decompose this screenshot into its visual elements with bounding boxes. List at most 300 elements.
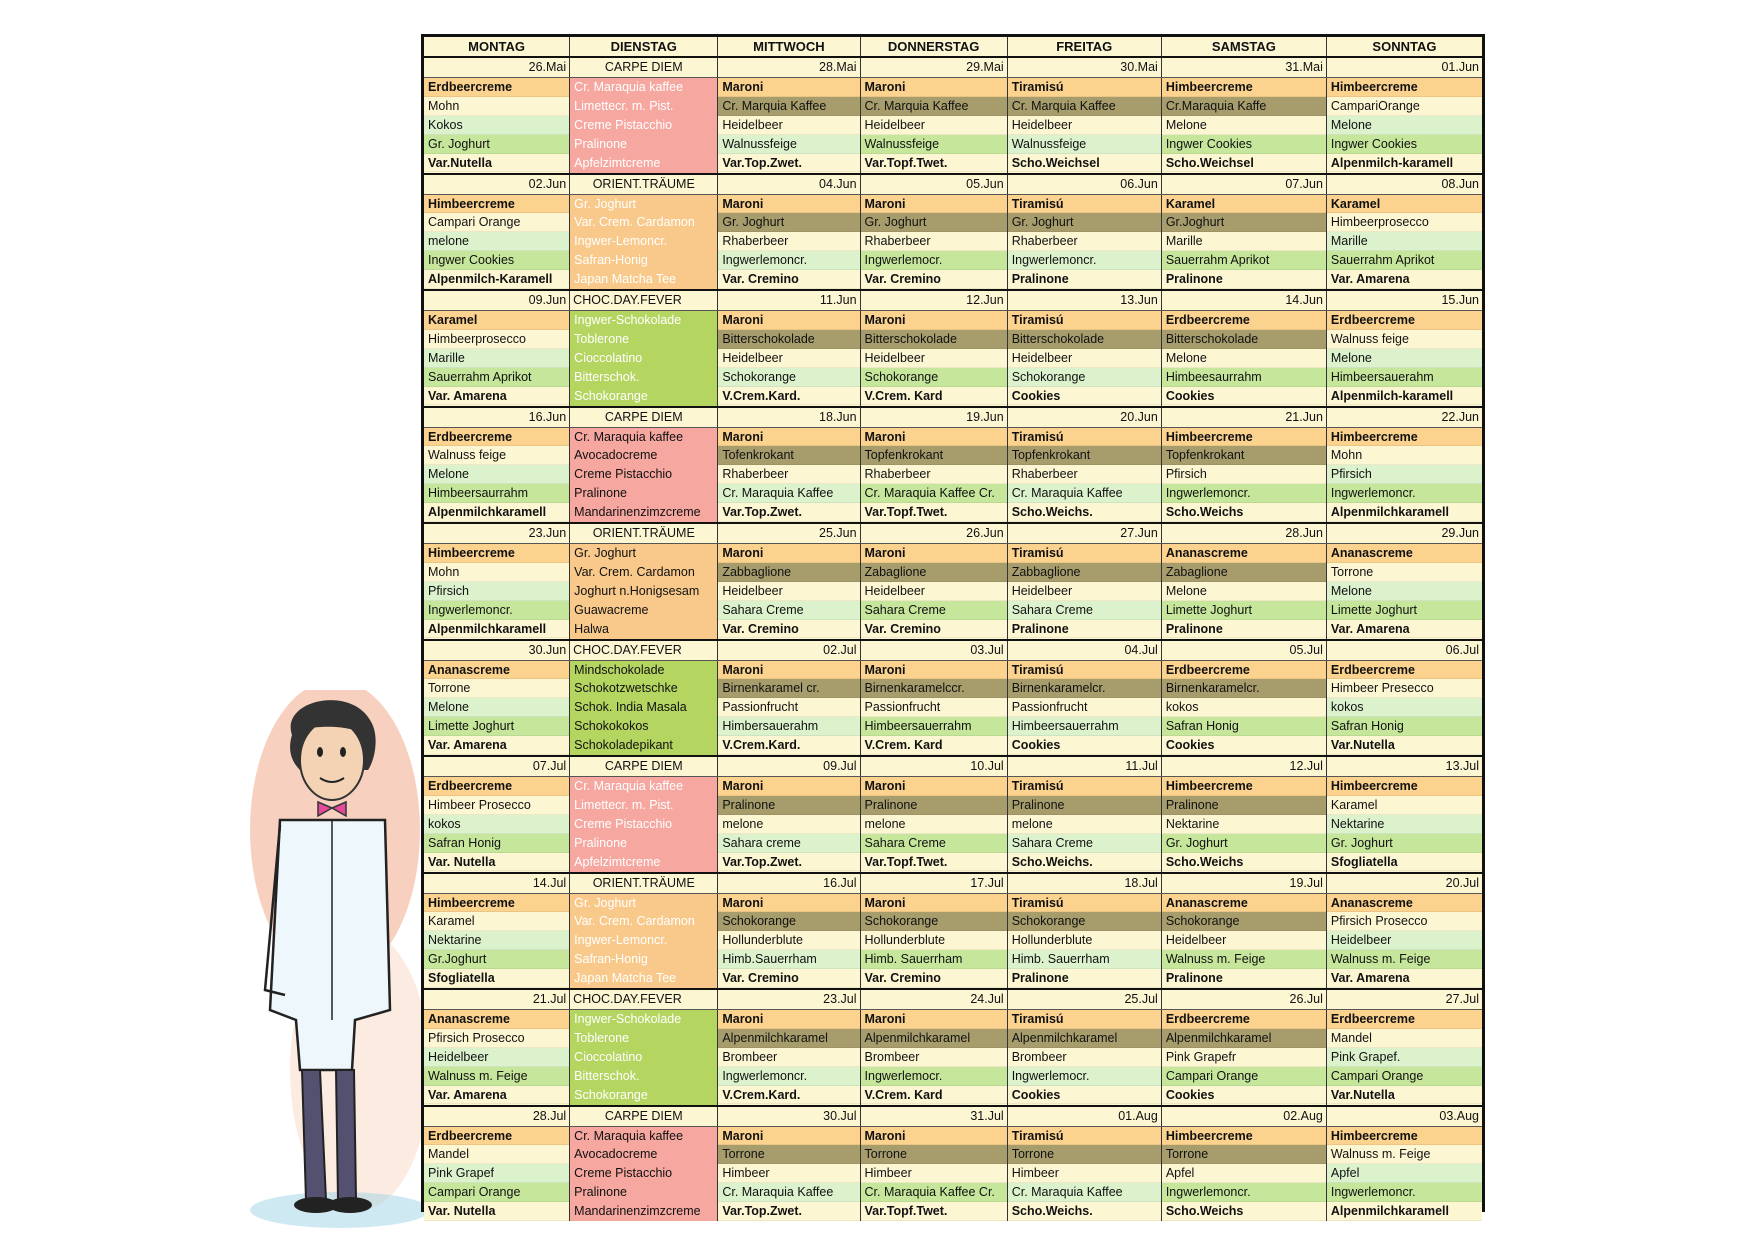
flavor-item: Maroni (718, 195, 859, 214)
flavor-item: Toblerone (574, 1030, 630, 1045)
flavor-item: Zabaglione (861, 563, 1007, 582)
flavor-column (861, 1010, 1008, 1105)
flavor-item: Himbeercreme (1162, 78, 1326, 97)
flavor-item: Himbeercreme (1327, 1127, 1482, 1146)
flavor-item: Scho.Weichs (1162, 503, 1326, 522)
date-label: 16.Jun (424, 408, 570, 427)
flavor-item: Torrone (861, 1145, 1007, 1164)
date-label: 17.Jul (861, 874, 1008, 893)
flavor-item: Alpenmilchkaramell (1327, 503, 1482, 522)
flavor-item: Cr. Maraquia Kaffee (1008, 484, 1161, 503)
date-label: 24.Jul (861, 990, 1008, 1009)
flavor-column (1327, 1127, 1482, 1222)
flavor-column (424, 311, 570, 406)
flavor-column (570, 894, 718, 989)
flavor-item: Safran Honig (1162, 717, 1326, 736)
flavor-item: Ingwerlemoncr. (1008, 251, 1161, 270)
flavor-item: Ingwer Cookies (1162, 135, 1326, 154)
flavor-item: Creme Pistacchio (574, 816, 673, 831)
week-block (424, 58, 1482, 175)
flavor-column (570, 661, 718, 756)
flavor-item: Sauerrahm Aprikot (1327, 251, 1482, 270)
flavor-item: V.Crem.Kard. (718, 1086, 859, 1105)
flavor-item: Brombeer (1008, 1048, 1161, 1067)
date-label: 09.Jun (424, 291, 570, 310)
flavor-item: Ingwer-Lemoncr. (574, 933, 668, 948)
flavor-item: Var.Topf.Twet. (861, 503, 1007, 522)
week-block (424, 1107, 1482, 1224)
flavor-item: Bitterschokolade (861, 330, 1007, 349)
flavor-item: Maroni (718, 544, 859, 563)
flavor-row (424, 661, 1482, 756)
flavor-column (1162, 311, 1327, 406)
flavor-item: Ananascreme (1327, 544, 1482, 563)
flavor-column (1327, 544, 1482, 639)
date-label: 14.Jun (1162, 291, 1327, 310)
flavor-column (1327, 661, 1482, 756)
flavor-item: Var.Top.Zwet. (718, 853, 859, 872)
flavor-item: Karamel (424, 311, 569, 330)
flavor-item: Avocadocreme (574, 448, 658, 463)
flavor-item: Avocadocreme (574, 1147, 658, 1162)
flavor-item: Var. Amarena (424, 736, 569, 755)
flavor-item: Limette Joghurt (424, 717, 569, 736)
weekday-sonntag: SONNTAG (1327, 37, 1482, 56)
flavor-item: Erdbeercreme (424, 428, 569, 447)
flavor-column (1008, 661, 1162, 756)
flavor-item: Sauerrahm Aprikot (1162, 251, 1326, 270)
flavor-item: Alpenmilchkaramel (1008, 1029, 1161, 1048)
flavor-item: Var.Nutella (1327, 1086, 1482, 1105)
flavor-column (718, 1127, 860, 1222)
date-label: 29.Jun (1327, 524, 1482, 543)
flavor-item: Ingwer-Schokolade (574, 1012, 682, 1026)
date-label: 12.Jun (861, 291, 1008, 310)
flavor-item: Pralinone (1008, 270, 1161, 289)
flavor-item: Topfenkrokant (1162, 446, 1326, 465)
flavor-item: Torrone (1327, 563, 1482, 582)
date-row (424, 1107, 1482, 1127)
flavor-item: Marille (1162, 232, 1326, 251)
flavor-item: Heidelbeer (718, 116, 859, 135)
date-label: 10.Jul (861, 757, 1008, 776)
weekday-donnerstag: DONNERSTAG (861, 37, 1008, 56)
flavor-item: Tiramisú (1008, 661, 1161, 680)
flavor-item: Gr. Joghurt (574, 196, 637, 211)
date-label: 13.Jul (1327, 757, 1482, 776)
flavor-item: Karamel (424, 912, 569, 931)
flavor-item: Maroni (861, 894, 1007, 913)
flavor-item: Guawacreme (574, 602, 649, 617)
flavor-item: melone (1008, 815, 1161, 834)
flavor-item: Ingwerlemoncr. (1327, 484, 1482, 503)
flavor-item: Limettecr. m. Pist. (574, 797, 674, 812)
date-label: 27.Jun (1008, 524, 1162, 543)
flavor-item: Rhaberbeer (861, 465, 1007, 484)
flavor-item: Himbeersauerrahm (1008, 717, 1161, 736)
date-label: 05.Jul (1162, 641, 1327, 660)
flavor-item: Pralinone (1008, 620, 1161, 639)
flavor-item: Var. Amarena (1327, 620, 1482, 639)
flavor-item: Creme Pistacchio (574, 467, 673, 482)
flavor-item: Cookies (1162, 736, 1326, 755)
date-label: 05.Jun (861, 175, 1008, 194)
flavor-item: Himb.Sauerrham (718, 950, 859, 969)
date-label: 22.Jun (1327, 408, 1482, 427)
flavor-column (424, 428, 570, 523)
flavor-item: Schokorange (574, 388, 648, 403)
flavor-item: Himbeersauerahm (1327, 368, 1482, 387)
flavor-item: Nektarine (1327, 815, 1482, 834)
flavor-item: Heidelbeer (861, 349, 1007, 368)
flavor-row (424, 428, 1482, 523)
flavor-item: Sahara Creme (718, 601, 859, 620)
date-label: 19.Jul (1162, 874, 1327, 893)
flavor-item: Himbeercreme (1327, 428, 1482, 447)
flavor-item: Walnuss feige (1327, 330, 1482, 349)
flavor-item: Rhaberbeer (1008, 465, 1161, 484)
flavor-item: Safran-Honig (574, 253, 648, 268)
weekday-freitag: FREITAG (1008, 37, 1162, 56)
flavor-item: melone (718, 815, 859, 834)
flavor-column (424, 894, 570, 989)
flavor-item: Himbeesaurrahm (1162, 368, 1326, 387)
week-block (424, 641, 1482, 758)
flavor-item: Halwa (574, 621, 609, 636)
flavor-item: Himbeercreme (424, 195, 569, 214)
flavor-item: Limette Joghurt (1327, 601, 1482, 620)
flavor-item: Var.Top.Zwet. (718, 1202, 859, 1221)
flavor-item: Walnussfeige (861, 135, 1007, 154)
flavor-item: Ingwer Cookies (1327, 135, 1482, 154)
flavor-column (718, 428, 860, 523)
flavor-item: Safran-Honig (574, 952, 648, 967)
flavor-column (1327, 78, 1482, 173)
flavor-item: Var. Nutella (424, 1202, 569, 1221)
date-row (424, 291, 1482, 311)
flavor-item: Cookies (1008, 736, 1161, 755)
flavor-column (1008, 777, 1162, 872)
date-label: 27.Jul (1327, 990, 1482, 1009)
flavor-item: Heidelbeer (861, 582, 1007, 601)
flavor-item: Melone (1327, 582, 1482, 601)
date-label: 12.Jul (1162, 757, 1327, 776)
date-row (424, 524, 1482, 544)
flavor-column (424, 1127, 570, 1222)
flavor-item: Himbeer (861, 1164, 1007, 1183)
date-label: 13.Jun (1008, 291, 1162, 310)
flavor-item: Mandel (1327, 1029, 1482, 1048)
flavor-item: Cr.Maraquia Kaffe (1162, 97, 1326, 116)
flavor-item: Scho.Weichsel (1162, 154, 1326, 173)
flavor-item: Walnussfeige (718, 135, 859, 154)
flavor-item: Himbeercreme (424, 544, 569, 563)
flavor-item: Schokorange (1008, 912, 1161, 931)
week-block (424, 175, 1482, 292)
flavor-item: Himbeerprosecco (424, 330, 569, 349)
flavor-item: Pralinone (1162, 270, 1326, 289)
flavor-column (570, 428, 718, 523)
flavor-item: Walnuss m. Feige (1327, 1145, 1482, 1164)
flavor-item: Maroni (718, 661, 859, 680)
flavor-column (718, 195, 860, 290)
flavor-item: Mohn (424, 97, 569, 116)
flavor-item: Schokorange (718, 912, 859, 931)
flavor-item: Mohn (1327, 446, 1482, 465)
flavor-item: Himbeercreme (1327, 777, 1482, 796)
flavor-item: Hollunderblute (718, 931, 859, 950)
flavor-item: Tiramisú (1008, 428, 1161, 447)
flavor-item: Scho.Weichs. (1008, 503, 1161, 522)
flavor-item: Ingwerlemoncr. (718, 1067, 859, 1086)
flavor-item: Var. Cremino (861, 969, 1007, 988)
flavor-item: Pralinone (1162, 969, 1326, 988)
flavor-item: Pralinone (861, 796, 1007, 815)
flavor-item: Cioccolatino (574, 1049, 643, 1064)
flavor-item: Cookies (1162, 1086, 1326, 1105)
flavor-item: Pfirsich Prosecco (424, 1029, 569, 1048)
flavor-item: Mandel (424, 1145, 569, 1164)
date-label: 25.Jun (718, 524, 860, 543)
flavor-item: Pralinone (574, 486, 627, 501)
flavor-item: Heidelbeer (718, 349, 859, 368)
date-label: 01.Aug (1008, 1107, 1162, 1126)
flavor-item: Walnussfeige (1008, 135, 1161, 154)
flavor-item: Melone (1162, 116, 1326, 135)
flavor-item: Cr. Maraquia Kaffee Cr. (861, 1183, 1007, 1202)
date-label: 26.Jul (1162, 990, 1327, 1009)
flavor-item: Bitterschok. (574, 1068, 640, 1083)
flavor-item: Var. Cremino (861, 270, 1007, 289)
flavor-item: Nektarine (1162, 815, 1326, 834)
flavor-column (1162, 1127, 1327, 1222)
date-label: 04.Jun (718, 175, 860, 194)
flavor-item: Erdbeercreme (1327, 661, 1482, 680)
flavor-item: Maroni (861, 1127, 1007, 1146)
flavor-item: Alpenmilch-karamell (1327, 387, 1482, 406)
flavor-item: Ingwer-Schokolade (574, 313, 682, 327)
flavor-item: Var. Amarena (1327, 969, 1482, 988)
flavor-column (1162, 777, 1327, 872)
flavor-item: Rhaberbeer (718, 232, 859, 251)
flavor-item: Bitterschok. (574, 369, 640, 384)
flavor-item: Heidelbeer (1327, 931, 1482, 950)
flavor-item: Schokorange (1008, 368, 1161, 387)
flavor-item: Cr. Marquia Kaffee (861, 97, 1007, 116)
flavor-item: Birnenkaramelccr. (861, 679, 1007, 698)
flavor-column (1162, 544, 1327, 639)
flavor-item: Torrone (1008, 1145, 1161, 1164)
flavor-item: Rhaberbeer (1008, 232, 1161, 251)
flavor-item: Cookies (1008, 387, 1161, 406)
flavor-item: Maroni (861, 78, 1007, 97)
date-label: 03.Jul (861, 641, 1008, 660)
flavor-item: Erdbeercreme (1162, 311, 1326, 330)
flavor-item: Torrone (718, 1145, 859, 1164)
date-label: 01.Jun (1327, 58, 1482, 77)
flavor-column (718, 661, 860, 756)
flavor-item: Melone (1327, 349, 1482, 368)
flavor-item: Gr. Joghurt (861, 213, 1007, 232)
date-row (424, 408, 1482, 428)
flavor-item: Pfirsich (424, 582, 569, 601)
flavor-item: Alpenmilchkaramel (861, 1029, 1007, 1048)
flavor-column (1008, 544, 1162, 639)
flavor-item: Var.Topf.Twet. (861, 1202, 1007, 1221)
flavor-item: Schokoladepikant (574, 738, 673, 753)
flavor-item: Tiramisú (1008, 78, 1161, 97)
flavor-item: Heidelbeer (1008, 116, 1161, 135)
flavor-item: CampariOrange (1327, 97, 1482, 116)
flavor-item: Maroni (861, 195, 1007, 214)
flavor-item: Himbeersaurrahm (424, 484, 569, 503)
flavor-item: Campari Orange (1327, 1067, 1482, 1086)
ice-cream-calendar (421, 34, 1485, 1219)
date-row (424, 874, 1482, 894)
flavor-item: Erdbeercreme (1162, 661, 1326, 680)
flavor-column (1008, 311, 1162, 406)
flavor-item: Pfirsich (1327, 465, 1482, 484)
flavor-item: Walnuss m. Feige (1327, 950, 1482, 969)
flavor-item: Gr. Joghurt (1008, 213, 1161, 232)
flavor-item: Cr. Maraquia Kaffee Cr. (861, 484, 1007, 503)
flavor-item: Cookies (1008, 1086, 1161, 1105)
flavor-item: Kokos (424, 116, 569, 135)
flavor-item: Ingwerlemocr. (1008, 1067, 1161, 1086)
flavor-item: Scho.Weichsel (1008, 154, 1161, 173)
flavor-item: Himbeercreme (1327, 78, 1482, 97)
flavor-item: Brombeer (861, 1048, 1007, 1067)
flavor-item: Pralinone (574, 136, 627, 151)
flavor-item: Cr. Maraquia kaffee (574, 779, 684, 793)
flavor-item: Bitterschokolade (1162, 330, 1326, 349)
date-label: 26.Jun (861, 524, 1008, 543)
flavor-column (1327, 195, 1482, 290)
flavor-column (718, 311, 860, 406)
flavor-item: Birnenkaramel cr. (718, 679, 859, 698)
flavor-item: Safran Honig (1327, 717, 1482, 736)
flavor-column (861, 195, 1008, 290)
flavor-item: Bitterschokolade (1008, 330, 1161, 349)
flavor-column (861, 78, 1008, 173)
flavor-item: Pralinone (1162, 620, 1326, 639)
flavor-item: Ananascreme (424, 661, 569, 680)
flavor-item: Ananascreme (424, 1010, 569, 1029)
flavor-item: Cr. Maraquia Kaffee (718, 484, 859, 503)
flavor-item: Himbeer (718, 1164, 859, 1183)
date-row (424, 990, 1482, 1010)
flavor-item: Sahara Creme (1008, 601, 1161, 620)
flavor-item: Maroni (718, 1010, 859, 1029)
flavor-item: V.Crem. Kard (861, 387, 1007, 406)
date-label: 18.Jun (718, 408, 860, 427)
flavor-item: Pralinone (1008, 796, 1161, 815)
weekday-montag: MONTAG (424, 37, 570, 56)
flavor-item: Gr. Joghurt (718, 213, 859, 232)
flavor-column (570, 1127, 718, 1222)
weekday-header (424, 37, 1482, 58)
flavor-item: Ingwer-Lemoncr. (574, 234, 668, 249)
flavor-column (1162, 894, 1327, 989)
date-label: 30.Jul (718, 1107, 860, 1126)
flavor-item: Cr. Maraquia kaffee (574, 1128, 684, 1143)
flavor-item: Zabbaglione (718, 563, 859, 582)
flavor-item: Maroni (861, 661, 1007, 680)
flavor-item: Pralinone (574, 1185, 627, 1200)
flavor-column (424, 1010, 570, 1105)
flavor-column (861, 661, 1008, 756)
flavor-item: Var.Top.Zwet. (718, 503, 859, 522)
flavor-item: Ananascreme (1162, 544, 1326, 563)
flavor-column (1162, 78, 1327, 173)
date-label: 23.Jun (424, 524, 570, 543)
date-row (424, 757, 1482, 777)
flavor-item: Ingwerlemoncr. (1162, 1183, 1326, 1202)
flavor-item: Gr. Joghurt (424, 135, 569, 154)
flavor-item: Var. Crem. Cardamon (574, 914, 695, 929)
flavor-column (424, 661, 570, 756)
flavor-item: Heidelbeer (1008, 349, 1161, 368)
flavor-item: Sahara Creme (861, 601, 1007, 620)
flavor-item: Pink Grapefr (1162, 1048, 1326, 1067)
flavor-row (424, 777, 1482, 872)
flavor-item: Creme Pistacchio (574, 1166, 673, 1181)
flavor-item: Pink Grapef (424, 1164, 569, 1183)
flavor-item: Var. Amarena (1327, 270, 1482, 289)
flavor-item: Maroni (718, 777, 859, 796)
flavor-item: Alpenmilchkaramell (424, 503, 569, 522)
flavor-item: Var. Amarena (424, 1086, 569, 1105)
flavor-item: Cr. Maraquia Kaffee (1008, 1183, 1161, 1202)
flavor-item: Torrone (424, 679, 569, 698)
flavor-item: Himbeerprosecco (1327, 213, 1482, 232)
date-label: 15.Jun (1327, 291, 1482, 310)
flavor-item: Maroni (718, 428, 859, 447)
flavor-item: Schokorange (861, 368, 1007, 387)
flavor-item: Karamel (1327, 195, 1482, 214)
week-block (424, 291, 1482, 408)
flavor-item: Scho.Weichs. (1008, 1202, 1161, 1221)
flavor-column (1008, 78, 1162, 173)
flavor-item: Gr.Joghurt (1162, 213, 1326, 232)
flavor-item: V.Crem. Kard (861, 736, 1007, 755)
date-label: 11.Jul (1008, 757, 1162, 776)
flavor-item: Himbersauerahm (718, 717, 859, 736)
flavor-item: Gr. Joghurt (1162, 834, 1326, 853)
flavor-item: Ingwerlemocr. (861, 1067, 1007, 1086)
flavor-item: Passionfrucht (861, 698, 1007, 717)
flavor-column (570, 544, 718, 639)
flavor-item: Maroni (861, 428, 1007, 447)
flavor-item: Scho.Weichs (1162, 1202, 1326, 1221)
theme-label: CARPE DIEM (570, 58, 718, 77)
flavor-item: Maroni (861, 311, 1007, 330)
flavor-item: Cioccolatino (574, 350, 643, 365)
flavor-item: Erdbeercreme (424, 78, 569, 97)
flavor-item: Ingwerlemoncr. (424, 601, 569, 620)
flavor-row (424, 195, 1482, 290)
flavor-row (424, 311, 1482, 406)
theme-label: CARPE DIEM (570, 1107, 718, 1126)
date-label: 08.Jun (1327, 175, 1482, 194)
flavor-item: V.Crem.Kard. (718, 387, 859, 406)
flavor-item: Var. Cremino (861, 620, 1007, 639)
flavor-column (1162, 1010, 1327, 1105)
theme-label: CARPE DIEM (570, 408, 718, 427)
flavor-item: Torrone (1162, 1145, 1326, 1164)
flavor-item: Tiramisú (1008, 894, 1161, 913)
date-label: 21.Jul (424, 990, 570, 1009)
